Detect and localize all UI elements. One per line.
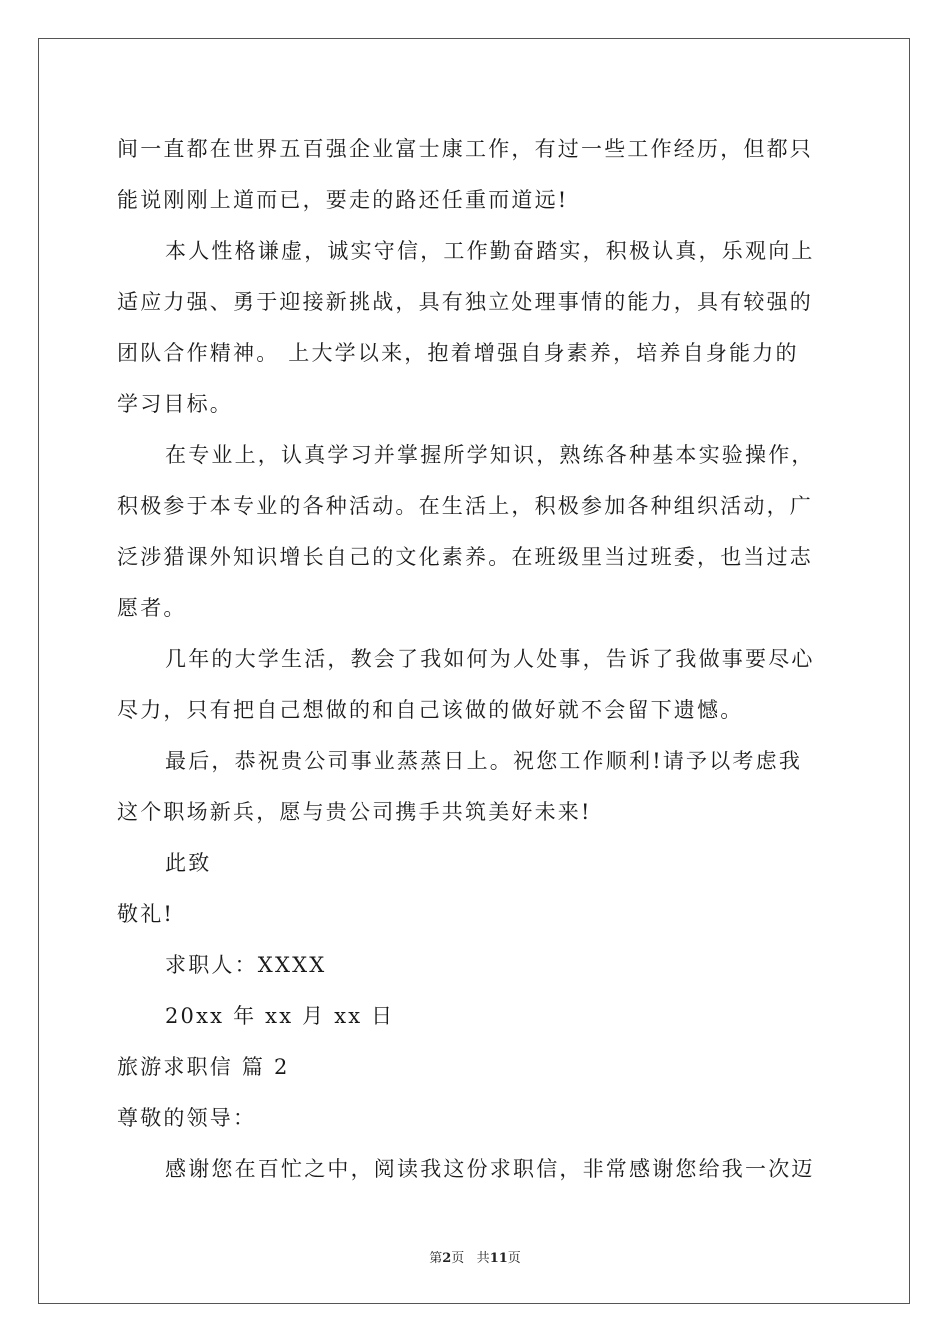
text-line: 泛涉猎课外知识增长自己的文化素养。在班级里当过班委，也当过志 <box>117 545 813 569</box>
closing-salutation: 此致 <box>165 851 212 875</box>
text-line: 学习目标。 <box>117 392 233 416</box>
text-line: 团队合作精神。 上大学以来，抱着增强自身素养，培养自身能力的 <box>117 341 799 365</box>
page-number: 2 <box>442 1251 452 1266</box>
text-line: 在专业上，认真学习并掌握所学知识，熟练各种基本实验操作， <box>165 443 815 467</box>
text-line: 愿者。 <box>117 596 187 620</box>
page-footer <box>0 1247 950 1266</box>
closing-respect: 敬礼! <box>117 902 175 926</box>
page-prefix: 第 <box>429 1251 443 1266</box>
letter-date: 20xx 年 xx 月 xx 日 <box>165 1004 395 1028</box>
text-line: 最后，恭祝贵公司事业蒸蒸日上。祝您工作顺利!请予以考虑我 <box>165 749 803 773</box>
text-line: 间一直都在世界五百强企业富士康工作，有过一些工作经历，但都只 <box>117 137 813 161</box>
text-line: 能说刚刚上道而已，要走的路还任重而道远! <box>117 188 569 212</box>
text-line: 尽力，只有把自己想做的和自己该做的做好就不会留下遗憾。 <box>117 698 744 722</box>
total-pages: 11 <box>489 1251 508 1266</box>
applicant-signature: 求职人：XXXX <box>165 953 327 977</box>
total-suffix: 页 <box>507 1251 521 1266</box>
section-heading: 旅游求职信 篇 2 <box>117 1055 290 1079</box>
text-line: 这个职场新兵，愿与贵公司携手共筑美好未来! <box>117 800 592 824</box>
text-line: 几年的大学生活，教会了我如何为人处事，告诉了我做事要尽心 <box>165 647 815 671</box>
text-line: 本人性格谦虚，诚实守信，工作勤奋踏实，积极认真，乐观向上 <box>165 239 815 263</box>
total-prefix: 共 <box>476 1251 490 1266</box>
text-line: 感谢您在百忙之中，阅读我这份求职信，非常感谢您给我一次迈 <box>165 1157 815 1181</box>
text-line: 积极参于本专业的各种活动。在生活上，积极参加各种组织活动，广 <box>117 494 813 518</box>
greeting: 尊敬的领导： <box>117 1106 257 1130</box>
document-body <box>117 124 837 1195</box>
text-line: 适应力强、勇于迎接新挑战，具有独立处理事情的能力，具有较强的 <box>117 290 813 314</box>
page-suffix: 页 <box>451 1251 465 1266</box>
